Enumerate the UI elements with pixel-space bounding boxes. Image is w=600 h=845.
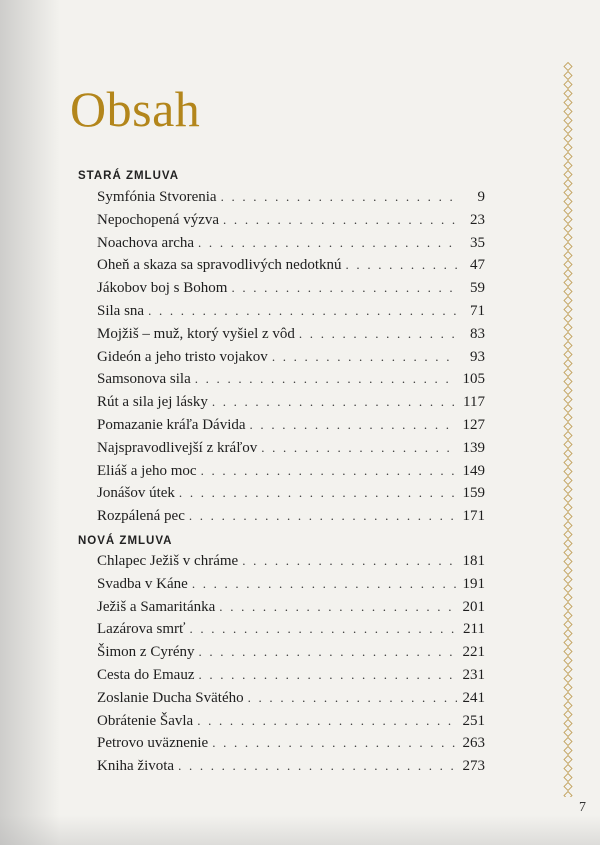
toc-entry xyxy=(97,235,485,258)
dot-leader xyxy=(192,576,457,592)
toc-entry xyxy=(97,257,485,280)
toc-entry-page: 211 xyxy=(463,621,485,638)
toc-entry-title: Rozpálená pec xyxy=(97,508,185,525)
toc-entry-title: Pomazanie kráľa Dávida xyxy=(97,416,246,433)
toc-entry xyxy=(97,485,485,508)
toc-entry xyxy=(97,735,485,758)
toc-entry-title: Oheň a skaza sa spravodlivých nedotknú xyxy=(97,257,342,274)
toc-entry-title: Nepochopená výzva xyxy=(97,211,220,228)
toc-entry xyxy=(97,758,485,781)
dot-leader xyxy=(178,758,457,774)
dot-leader xyxy=(201,463,457,479)
page-title: Obsah xyxy=(70,81,201,137)
dot-leader xyxy=(346,257,457,273)
toc-entry-page: 93 xyxy=(470,348,485,365)
toc-entry-title: Svadba v Káne xyxy=(97,575,188,592)
toc-list-old-testament xyxy=(97,189,485,531)
dot-leader xyxy=(148,303,457,319)
page-shadow-bottom xyxy=(0,815,600,845)
toc-entry-title: Petrovo uväznenie xyxy=(97,735,209,752)
toc-entry-page: 35 xyxy=(470,234,485,251)
dot-leader xyxy=(199,644,458,660)
dot-leader xyxy=(189,621,457,637)
section-label-new-testament: NOVÁ ZMLUVA xyxy=(78,535,173,547)
toc-entry xyxy=(97,394,485,417)
toc-entry-page: 149 xyxy=(462,462,485,479)
toc-entry-title: Sila sna xyxy=(97,302,145,319)
toc-entry xyxy=(97,371,485,394)
toc-entry-title: Kniha života xyxy=(97,758,175,775)
dot-leader xyxy=(219,599,457,615)
toc-entry xyxy=(97,576,485,599)
dot-leader xyxy=(179,485,457,501)
dot-leader xyxy=(212,394,457,410)
dot-leader xyxy=(261,440,457,456)
toc-entry-title: Obrátenie Šavla xyxy=(97,712,194,729)
toc-entry xyxy=(97,713,485,736)
toc-entry-title: Zoslanie Ducha Svätého xyxy=(97,689,244,706)
dot-leader xyxy=(223,212,457,228)
toc-entry xyxy=(97,303,485,326)
toc-entry xyxy=(97,189,485,212)
toc-entry-page: 83 xyxy=(470,325,485,342)
toc-entry-title: Eliáš a jeho moc xyxy=(97,462,197,479)
toc-entry-title: Mojžiš – muž, ktorý vyšiel z vôd xyxy=(97,325,295,342)
toc-entry xyxy=(97,553,485,576)
toc-entry-page: 241 xyxy=(462,689,485,706)
toc-entry-page: 201 xyxy=(462,598,485,615)
toc-list-new-testament xyxy=(97,553,485,781)
section-label-old-testament: STARÁ ZMLUVA xyxy=(78,170,180,182)
dot-leader xyxy=(189,508,457,524)
toc-entry-page: 9 xyxy=(477,189,485,205)
toc-entry xyxy=(97,326,485,349)
dot-leader xyxy=(231,280,457,296)
toc-entry xyxy=(97,440,485,463)
dot-leader xyxy=(272,349,457,365)
toc-entry-title: Ježiš a Samaritánka xyxy=(97,598,216,615)
toc-entry-title: Cesta do Emauz xyxy=(97,666,195,683)
dot-leader xyxy=(195,371,457,387)
toc-entry-title: Lazárova smrť xyxy=(97,621,186,638)
decorative-border-ornament xyxy=(563,62,573,797)
toc-entry xyxy=(97,280,485,303)
dot-leader xyxy=(221,189,457,205)
toc-entry-page: 23 xyxy=(470,211,485,228)
page-number: 7 xyxy=(579,800,586,815)
toc-entry-title: Jákobov boj s Bohom xyxy=(97,280,228,297)
toc-entry-page: 191 xyxy=(462,575,485,592)
toc-entry-title: Samsonova sila xyxy=(97,371,191,388)
toc-entry xyxy=(97,508,485,531)
toc-entry-page: 71 xyxy=(470,302,485,319)
dot-leader xyxy=(198,235,457,251)
toc-entry-page: 117 xyxy=(463,394,485,411)
toc-entry-page: 105 xyxy=(462,371,485,388)
toc-entry-page: 251 xyxy=(462,712,485,729)
dot-leader xyxy=(242,553,457,569)
toc-entry-page: 159 xyxy=(462,485,485,502)
toc-entry xyxy=(97,212,485,235)
dot-leader xyxy=(197,713,457,729)
toc-entry-title: Rút a sila jej lásky xyxy=(97,394,208,411)
toc-entry-page: 127 xyxy=(462,416,485,433)
dot-leader xyxy=(250,417,457,433)
toc-entry-title: Chlapec Ježiš v chráme xyxy=(97,553,239,569)
toc-entry-title: Symfónia Stvorenia xyxy=(97,189,217,205)
toc-entry-page: 273 xyxy=(462,758,485,775)
toc-entry xyxy=(97,417,485,440)
toc-entry-title: Noachova archa xyxy=(97,234,195,251)
toc-entry-title: Gideón a jeho tristo vojakov xyxy=(97,348,268,365)
toc-entry-page: 263 xyxy=(462,735,485,752)
dot-leader xyxy=(248,690,457,706)
toc-entry-title: Šimon z Cyrény xyxy=(97,644,195,661)
page-shadow xyxy=(0,0,60,845)
toc-entry xyxy=(97,644,485,667)
toc-entry xyxy=(97,621,485,644)
dot-leader xyxy=(198,667,457,683)
dot-leader xyxy=(299,326,457,342)
toc-entry-page: 59 xyxy=(470,280,485,297)
toc-entry-title: Najspravodlivejší z kráľov xyxy=(97,439,258,456)
toc-entry xyxy=(97,463,485,486)
toc-entry-title: Jonášov útek xyxy=(97,485,175,502)
dot-leader xyxy=(212,735,457,751)
toc-entry xyxy=(97,349,485,372)
toc-entry-page: 171 xyxy=(462,508,485,525)
toc-entry xyxy=(97,690,485,713)
toc-entry-page: 139 xyxy=(462,439,485,456)
toc-entry xyxy=(97,667,485,690)
toc-entry-page: 221 xyxy=(462,644,485,661)
toc-entry xyxy=(97,599,485,622)
toc-entry-page: 181 xyxy=(462,553,485,569)
toc-entry-page: 231 xyxy=(462,666,485,683)
toc-entry-page: 47 xyxy=(470,257,485,274)
